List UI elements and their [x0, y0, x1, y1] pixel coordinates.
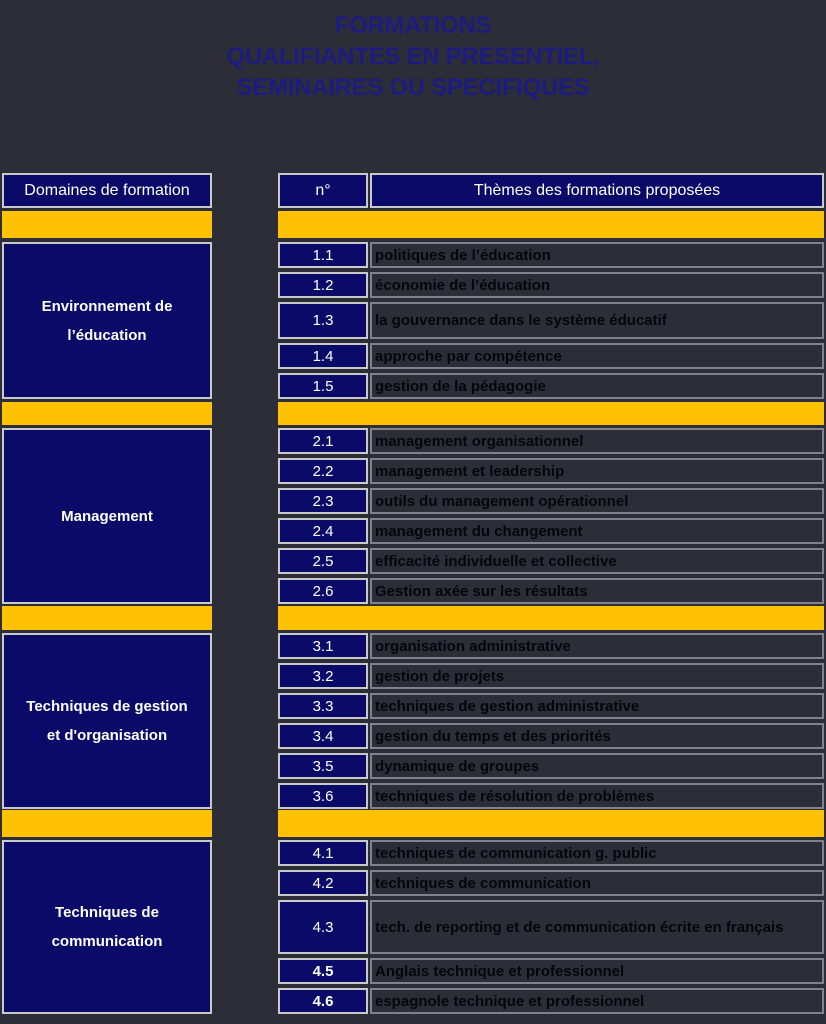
row-number-cell: 2.6	[278, 578, 368, 604]
row-theme-cell: management organisationnel	[370, 428, 824, 454]
title-line: FORMATIONS	[334, 12, 492, 39]
title-line: QUALIFIANTES EN PRESENTIEL,	[226, 43, 600, 70]
gold-bar-left	[2, 810, 212, 837]
row-theme-cell: tech. de reporting et de communication écrite en français	[370, 900, 824, 954]
table-row	[278, 840, 824, 866]
row-theme-cell: gestion de projets	[370, 663, 824, 689]
row-number-cell: 3.6	[278, 783, 368, 809]
domains-header: Domaines de formation	[2, 173, 212, 208]
row-number-cell: 2.3	[278, 488, 368, 514]
table-row	[278, 458, 824, 484]
gold-separator-band	[0, 810, 826, 837]
row-number-cell: 4.3	[278, 900, 368, 954]
domain-slot	[2, 840, 212, 1014]
gold-bar-left	[2, 606, 212, 630]
gold-bar-right	[278, 402, 824, 425]
row-theme-cell: dynamique de groupes	[370, 753, 824, 779]
row-theme-cell: techniques de communication	[370, 870, 824, 896]
header-band	[0, 173, 826, 208]
section-rows	[278, 428, 824, 608]
row-theme-cell: économie de l’éducation	[370, 272, 824, 298]
table-row	[278, 488, 824, 514]
row-number-cell: 4.2	[278, 870, 368, 896]
row-number-cell: 4.5	[278, 958, 368, 984]
domain-box: Techniques de communication	[2, 840, 212, 1014]
table-row	[278, 343, 824, 369]
domain-box: Environnement de l’éducation	[2, 242, 212, 399]
table-row	[278, 302, 824, 339]
row-number-cell: 1.2	[278, 272, 368, 298]
table-row	[278, 428, 824, 454]
title-line: SEMINAIRES OU SPECIFIQUES	[236, 74, 590, 101]
row-number-cell: 1.5	[278, 373, 368, 399]
themes-column-header: Thèmes des formations proposées	[370, 173, 824, 208]
table-row	[278, 578, 824, 604]
row-number-cell: 3.3	[278, 693, 368, 719]
row-number-cell: 2.1	[278, 428, 368, 454]
row-theme-cell: gestion de la pédagogie	[370, 373, 824, 399]
table-row	[278, 900, 824, 954]
gold-separator-band	[0, 606, 826, 630]
table-row	[278, 958, 824, 984]
gold-bar-right	[278, 211, 824, 238]
domain-slot	[2, 428, 212, 604]
domains-column-header-slot	[2, 173, 212, 208]
table-header-slot	[278, 173, 824, 208]
row-theme-cell: management et leadership	[370, 458, 824, 484]
gold-separator-band	[0, 211, 826, 238]
gold-bar-right	[278, 810, 824, 837]
section-rows	[278, 242, 824, 403]
row-theme-cell: gestion du temps et des priorités	[370, 723, 824, 749]
row-theme-cell: politiques de l’éducation	[370, 242, 824, 268]
row-theme-cell: espagnole technique et professionnel	[370, 988, 824, 1014]
gold-separator-band	[0, 402, 826, 425]
row-number-cell: 2.2	[278, 458, 368, 484]
table-row	[278, 518, 824, 544]
row-number-cell: 3.1	[278, 633, 368, 659]
row-theme-cell: Gestion axée sur les résultats	[370, 578, 824, 604]
table-row	[278, 242, 824, 268]
table-row	[278, 272, 824, 298]
gold-bar-right	[278, 606, 824, 630]
domain-slot	[2, 242, 212, 399]
row-theme-cell: approche par compétence	[370, 343, 824, 369]
table-row	[278, 373, 824, 399]
row-theme-cell: efficacité individuelle et collective	[370, 548, 824, 574]
page-title	[0, 10, 826, 103]
row-number-cell: 2.5	[278, 548, 368, 574]
row-theme-cell: management du changement	[370, 518, 824, 544]
domain-box: Management	[2, 428, 212, 604]
table-row	[278, 633, 824, 659]
row-theme-cell: techniques de résolution de problèmes	[370, 783, 824, 809]
row-theme-cell: techniques de gestion administrative	[370, 693, 824, 719]
table-row	[278, 988, 824, 1014]
gold-bar-left	[2, 211, 212, 238]
row-number-cell: 1.3	[278, 302, 368, 339]
table-row	[278, 723, 824, 749]
table-row	[278, 753, 824, 779]
table-header-row	[278, 173, 824, 208]
row-number-cell: 1.1	[278, 242, 368, 268]
row-theme-cell: techniques de communication g. public	[370, 840, 824, 866]
row-number-cell: 3.4	[278, 723, 368, 749]
row-theme-cell: organisation administrative	[370, 633, 824, 659]
gold-bar-left	[2, 402, 212, 425]
domain-box: Techniques de gestion et d'organisation	[2, 633, 212, 809]
num-column-header: n°	[278, 173, 368, 208]
table-row	[278, 870, 824, 896]
section-rows	[278, 840, 824, 1018]
row-number-cell: 1.4	[278, 343, 368, 369]
row-number-cell: 4.1	[278, 840, 368, 866]
table-row	[278, 693, 824, 719]
table-row	[278, 663, 824, 689]
row-number-cell: 3.2	[278, 663, 368, 689]
domain-slot	[2, 633, 212, 809]
row-number-cell: 4.6	[278, 988, 368, 1014]
table-row	[278, 548, 824, 574]
row-number-cell: 2.4	[278, 518, 368, 544]
row-number-cell: 3.5	[278, 753, 368, 779]
section-rows	[278, 633, 824, 813]
row-theme-cell: la gouvernance dans le système éducatif	[370, 302, 824, 339]
row-theme-cell: Anglais technique et professionnel	[370, 958, 824, 984]
table-row	[278, 783, 824, 809]
row-theme-cell: outils du management opérationnel	[370, 488, 824, 514]
